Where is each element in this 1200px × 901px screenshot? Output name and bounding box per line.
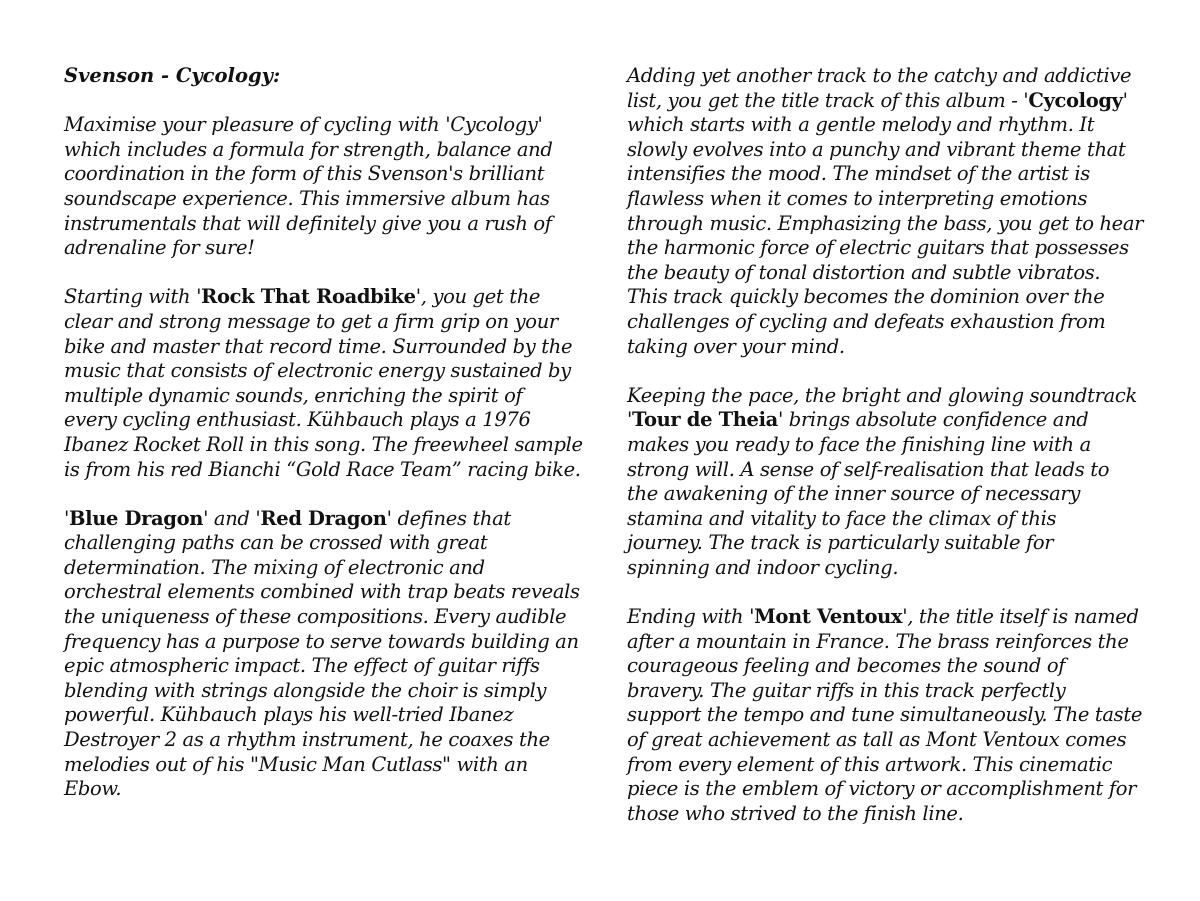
paragraph-cycology (627, 64, 1187, 359)
text-segment: courageous feeling and becomes the sound of (627, 654, 1066, 678)
text-segment: the beauty of tonal distortion and subtle vibratos. (627, 260, 1101, 284)
track-name: Red Dragon (260, 506, 387, 530)
text-line (627, 482, 1187, 507)
text-segment: soundscape experience. This immersive album has (64, 186, 550, 210)
text-segment: challenges of cycling and defeats exhaustion from (627, 309, 1106, 333)
text-line (64, 335, 624, 360)
text-segment: of great achievement as tall as Mont Ventoux comes (627, 728, 1127, 752)
text-line (627, 261, 1187, 286)
text-segment: Ibanez Rocket Roll in this song. The freewheel sample (64, 432, 583, 456)
paragraph-tour-de-theia (627, 384, 1187, 581)
text-segment: adrenaline for sure! (64, 236, 255, 260)
text-line (64, 359, 624, 384)
text-line (627, 556, 1187, 581)
paragraph-mont-ventoux (627, 605, 1187, 826)
text-segment: Destroyer 2 as a rhythm instrument, he coaxes the (64, 728, 550, 752)
text-segment: through music. Emphasizing the bass, you get to hear (627, 211, 1144, 235)
right-paragraphs (627, 64, 1187, 826)
text-segment: ' defines that (386, 506, 511, 530)
text-segment: journey. The track is particularly suitable for (627, 531, 1054, 555)
text-line (64, 703, 624, 728)
text-segment: ' (627, 408, 633, 432)
text-segment: melodies out of his "Music Man Cutlass" with an (64, 752, 528, 776)
text-line (627, 236, 1187, 261)
text-line (64, 654, 624, 679)
text-line (627, 187, 1187, 212)
text-line (627, 138, 1187, 163)
text-segment: ', the title itself is named (902, 605, 1139, 629)
text-segment: after a mountain in France. The brass reinforces the (627, 629, 1129, 653)
text-segment: blending with strings alongside the choir is simply (64, 678, 547, 702)
text-line (64, 458, 624, 483)
text-line (627, 285, 1187, 310)
text-segment: ' brings absolute confidence and (777, 408, 1089, 432)
text-line (627, 64, 1187, 89)
text-segment: every cycling enthusiast. Kühbauch plays a 1976 (64, 408, 531, 432)
paragraph-intro (64, 113, 624, 261)
text-segment: stamina and vitality to face the climax of this (627, 506, 1057, 530)
text-segment: ', you get the (415, 285, 541, 309)
text-line (627, 384, 1187, 409)
text-segment: which includes a formula for strength, balance and (64, 137, 553, 161)
text-segment: taking over your mind. (627, 334, 845, 358)
text-line (627, 507, 1187, 532)
text-segment: spinning and indoor cycling. (627, 555, 899, 579)
text-segment: coordination in the form of this Svenson's brilliant (64, 162, 545, 186)
text-segment: Ebow. (64, 777, 122, 801)
text-line (64, 605, 624, 630)
text-segment: Adding yet another track to the catchy and addictive (627, 64, 1132, 87)
text-segment: clear and strong message to get a firm grip on your (64, 309, 558, 333)
text-line (64, 384, 624, 409)
text-line (627, 335, 1187, 360)
text-segment: the harmonic force of electric guitars that possesses (627, 236, 1129, 260)
text-line (64, 630, 624, 655)
text-segment: bike and master that record time. Surrounded by the (64, 334, 573, 358)
text-segment: Keeping the pace, the bright and glowing soundtrack (627, 383, 1137, 407)
text-segment: the awakening of the inner source of necessary (627, 482, 1081, 506)
text-line (627, 531, 1187, 556)
text-line (627, 630, 1187, 655)
track-name: Mont Ventoux (754, 605, 903, 629)
text-line (64, 728, 624, 753)
text-segment: challenging paths can be crossed with great (64, 531, 488, 555)
text-line (64, 187, 624, 212)
text-segment: intensifies the mood. The mindset of the artist is (627, 162, 1090, 186)
text-line (64, 507, 624, 532)
text-line (64, 138, 624, 163)
text-segment: support the tempo and tune simultaneously. The taste (627, 703, 1143, 727)
text-line (627, 679, 1187, 704)
text-line (627, 605, 1187, 630)
left-paragraphs (64, 113, 624, 802)
text-segment: determination. The mixing of electronic and (64, 555, 485, 579)
track-name: Rock That Roadbike (201, 285, 416, 309)
text-line (627, 89, 1187, 114)
text-segment: epic atmospheric impact. The effect of guitar riffs (64, 654, 540, 678)
paragraph-blue-red-dragon (64, 507, 624, 802)
text-line (627, 703, 1187, 728)
text-line (627, 310, 1187, 335)
text-line (64, 777, 624, 802)
track-name: Blue Dragon (69, 506, 204, 530)
text-line (627, 802, 1187, 827)
text-line (627, 654, 1187, 679)
text-line (64, 113, 624, 138)
text-segment: multiple dynamic sounds, enriching the spirit of (64, 383, 523, 407)
text-line (64, 310, 624, 335)
text-line (627, 408, 1187, 433)
album-title: Svenson - Cycology: (64, 64, 281, 87)
text-segment: ' (64, 506, 70, 530)
text-line (64, 408, 624, 433)
text-segment: frequency has a purpose to serve towards building an (64, 629, 579, 653)
text-segment: which starts with a gentle melody and rhythm. It (627, 113, 1095, 137)
text-line (627, 728, 1187, 753)
text-line (627, 458, 1187, 483)
text-segment: is from his red Bianchi “Gold Race Team” racing bike. (64, 457, 581, 481)
text-line (64, 433, 624, 458)
text-segment: Starting with ' (64, 285, 202, 309)
text-segment: list, you get the title track of this album - ' (627, 88, 1029, 112)
text-segment: piece is the emblem of victory or accomplishment for (627, 777, 1137, 801)
text-line (64, 162, 624, 187)
right-column (627, 64, 1187, 851)
text-line (627, 777, 1187, 802)
text-segment: bravery. The guitar riffs in this track perfectly (627, 678, 1066, 702)
track-name: Cycology (1028, 88, 1123, 112)
text-line (64, 285, 624, 310)
text-line (64, 212, 624, 237)
text-line (64, 236, 624, 261)
text-segment: Maximise your pleasure of cycling with 'Cycology' (64, 113, 543, 137)
text-segment: ' and ' (203, 506, 261, 530)
text-line (627, 113, 1187, 138)
paragraph-rock-that-roadbike (64, 285, 624, 482)
text-segment: ' (1122, 88, 1128, 112)
text-segment: from every element of this artwork. This cinematic (627, 752, 1113, 776)
text-line (627, 433, 1187, 458)
text-segment: powerful. Kühbauch plays his well-tried Ibanez (64, 703, 514, 727)
text-segment: strong will. A sense of self-realisation that leads to (627, 457, 1110, 481)
track-name: Tour de Theia (632, 408, 778, 432)
text-segment: music that consists of electronic energy sustained by (64, 359, 571, 383)
text-segment: Ending with ' (627, 605, 755, 629)
left-column (64, 64, 624, 826)
text-segment: instrumentals that will definitely give you a rush of (64, 211, 552, 235)
text-line (627, 162, 1187, 187)
text-line (64, 753, 624, 778)
text-segment: slowly evolves into a punchy and vibrant theme that (627, 137, 1126, 161)
text-line (627, 753, 1187, 778)
text-line (627, 212, 1187, 237)
text-line (64, 531, 624, 556)
text-segment: orchestral elements combined with trap beats reveals (64, 580, 580, 604)
text-line (64, 556, 624, 581)
text-line (64, 679, 624, 704)
text-segment: This track quickly becomes the dominion over the (627, 285, 1105, 309)
text-segment: those who strived to the finish line. (627, 801, 964, 825)
text-segment: flawless when it comes to interpreting emotions (627, 186, 1088, 210)
text-segment: makes you ready to face the finishing line with a (627, 432, 1091, 456)
text-line (64, 580, 624, 605)
text-segment: the uniqueness of these compositions. Every audible (64, 605, 567, 629)
